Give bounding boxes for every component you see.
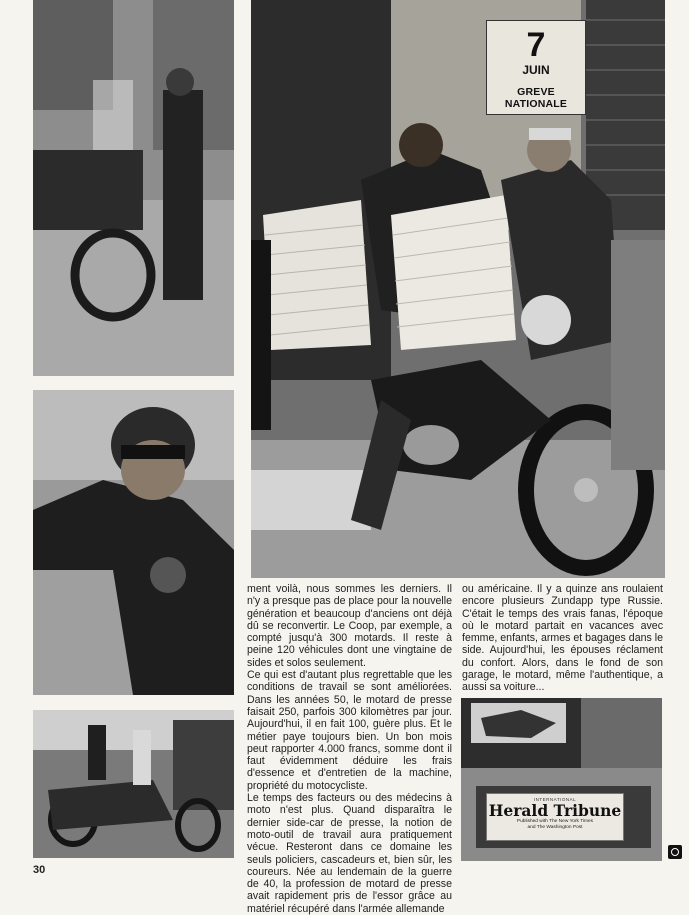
herald-tribune-masthead [486,793,624,841]
masthead-sub-1: Published with The New York Times [516,819,594,824]
photo-sidecar [33,710,234,858]
sign-day: 7 [526,26,546,64]
photo-courier-newspapers [251,0,665,578]
article-paragraph: Ce qui est d'autant plus regrettable que les conditions de travail se sont améliorées. Dans les années 50, le motard de presse faisait 250, parfois 300 kilomètres par jour. Aujourd'hui, il en fait 100, guère plus. Et le métier paye toujours bien. Un bon mois peut rapporter 4.000 francs, somme dont il faut évidemment déduire les frais d'essence et d'entretien de la machine, propriété du motocycliste. [247,669,452,792]
masthead-title: Herald Tribune [488,801,622,820]
page-number: 30 [33,864,46,876]
end-of-article-icon [668,845,682,859]
sign-label: GREVE NATIONALE [504,86,568,110]
photo-helmet-rider [33,390,234,695]
sign-month: JUIN [522,63,550,77]
article-column-right [462,583,663,693]
article-paragraph: ou américaine. Il y a quinze ans roulaient encore plusieurs Zundapp type Russie. C'était le temps des vrais fanas, l'époque où le motard partait en vacances avec femme, enfants, armes et bagages dans le side. Aujourd'hui, les épouses réclament du confort. Alors, dans le fond de son garage, le motard, même l'authentique, a aussi sa voiture... [462,583,663,694]
article-paragraph: ment voilà, nous sommes les derniers. Il n'y a presque pas de place pour la nouvelle génération et beaucoup d'anciens ont déjà dû se reconvertir. Le Coop, par exemple, a compté jusqu'à 300 motards. Il reste à peine 120 véhicules dont une vingtaine de sides et solos seulement. [247,583,452,669]
strike-sign [486,20,586,115]
masthead-international: INTERNATIONAL [533,797,577,802]
article-column-middle [247,583,452,915]
photo-street-courier [33,0,234,376]
article-paragraph: Le temps des facteurs ou des médecins à moto n'est plus. Quand disparaîtra le dernier side-car de presse, la notion de moto-outil de travail aura pratiquement vécue. Resteront dans ce domaine les seuls policiers, cascadeurs et, bien sûr, les coureurs. Née au lendemain de la guerre de 40, la profession de motard de presse avait rapidement pris de l'essor grâce au matériel récupéré dans l'armée allemande [247,792,452,915]
masthead-sub-2: and The Washington Post [527,824,583,830]
